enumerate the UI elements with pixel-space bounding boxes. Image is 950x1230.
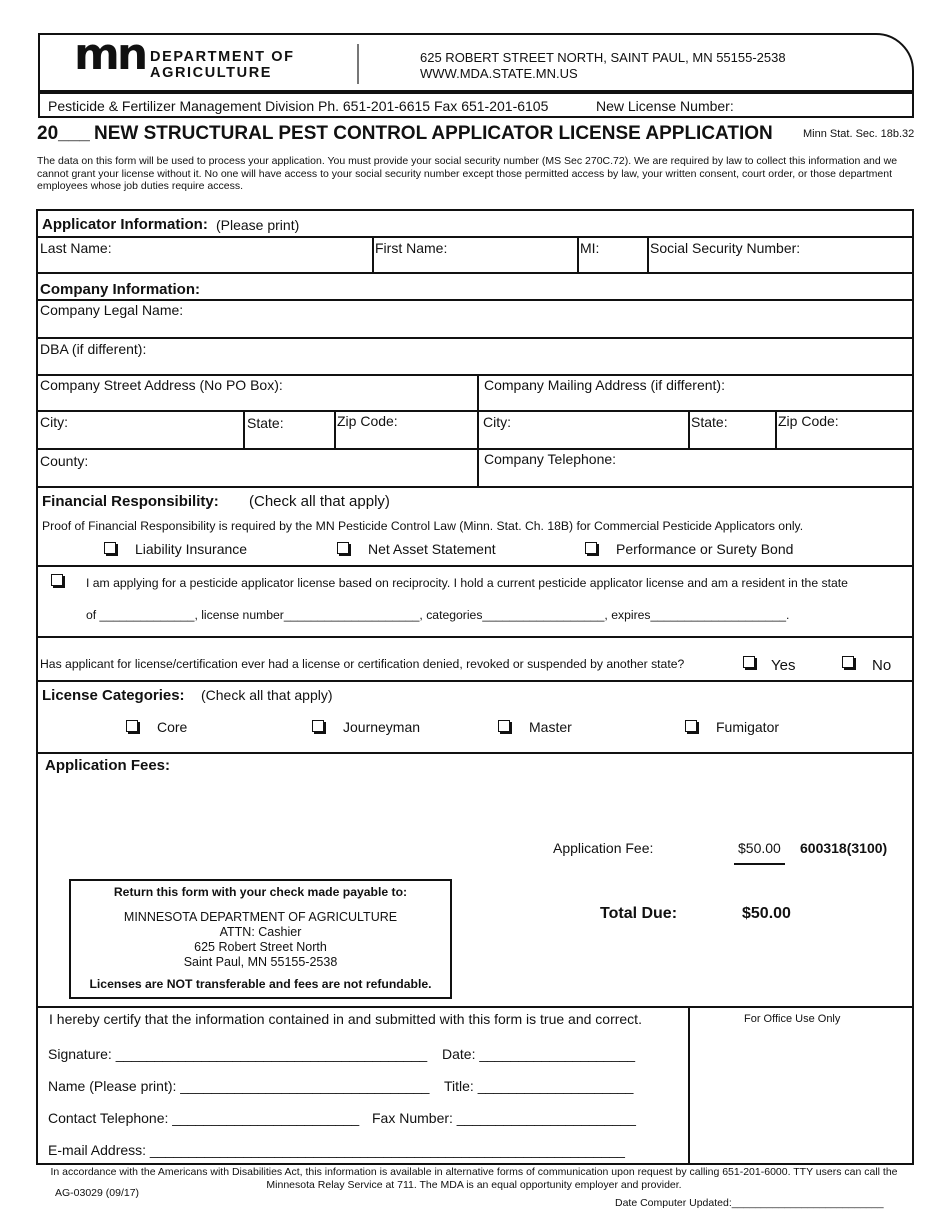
- return-address-line-1: MINNESOTA DEPARTMENT OF AGRICULTURE: [123, 910, 398, 924]
- total-due-amount: $50.00: [742, 905, 791, 922]
- rule: [243, 410, 245, 448]
- rule: [37, 337, 913, 339]
- liability-insurance-checkbox[interactable]: [104, 542, 116, 554]
- net-asset-label: Net Asset Statement: [368, 541, 496, 557]
- master-checkbox[interactable]: [498, 720, 510, 732]
- certify-statement: I hereby certify that the information contained in and submitted with this form is true and correct.: [49, 1011, 642, 1027]
- name-field[interactable]: Name (Please print): ________________________________: [48, 1078, 430, 1094]
- rule: [775, 410, 777, 448]
- denied-yes-checkbox[interactable]: [743, 656, 755, 668]
- rule: [37, 752, 913, 754]
- return-heading: Return this form with your check made payable to:: [113, 885, 408, 899]
- email-field[interactable]: E-mail Address: _____________________________________________________________: [48, 1142, 625, 1158]
- rule: [372, 236, 374, 273]
- return-address-line-4: Saint Paul, MN 55155-2538: [183, 955, 338, 969]
- rule: [37, 565, 913, 567]
- core-label: Core: [157, 719, 188, 735]
- rule: [37, 486, 913, 488]
- date-field[interactable]: Date: ____________________: [442, 1046, 636, 1062]
- non-refundable-warning: Licenses are NOT transferable and fees are not refundable.: [89, 977, 432, 991]
- financial-proof-text: Proof of Financial Responsibility is required by the MN Pesticide Control Law (Minn. Stat. Ch. 18B) for Commercial Pesticide Applicators only.: [42, 519, 804, 533]
- mailing-city-field[interactable]: City:: [483, 414, 511, 430]
- contact-telephone-field[interactable]: Contact Telephone: ________________________: [48, 1110, 360, 1126]
- privacy-notice: The data on this form will be used to process your application. You must provide your social security number (MS Sec 270C.72). We are required by law to collect this information and we cannot grant your license without it. No one will have access to your social security number except those permitted access by law, your written consent, court order, or those department employees whose job duties require access.: [37, 155, 898, 192]
- return-address-line-3: 625 Robert Street North: [194, 940, 327, 954]
- reciprocity-checkbox[interactable]: [51, 574, 63, 586]
- denied-yes-label: Yes: [771, 657, 796, 674]
- page-title: NEW STRUCTURAL PEST CONTROL APPLICATOR LICENSE APPLICATION: [94, 123, 773, 144]
- return-address-line-2: ATTN: Cashier: [219, 925, 302, 939]
- form-number: AG-03029 (09/17): [55, 1187, 140, 1199]
- fax-number-field[interactable]: Fax Number: _______________________: [372, 1110, 636, 1126]
- statute-reference: Minn Stat. Sec. 18b.32: [803, 128, 915, 140]
- surety-bond-checkbox[interactable]: [585, 542, 597, 554]
- rule: [688, 410, 690, 448]
- street-address-field[interactable]: Company Street Address (No PO Box):: [40, 377, 283, 393]
- new-license-number-label: New License Number:: [596, 98, 734, 114]
- header-website: WWW.MDA.STATE.MN.US: [420, 66, 578, 81]
- rule: [334, 410, 336, 448]
- categories-note: (Check all that apply): [201, 687, 333, 703]
- surety-bond-label: Performance or Surety Bond: [616, 541, 794, 557]
- date-computer-updated: Date Computer Updated:__________________________: [615, 1197, 884, 1209]
- net-asset-checkbox[interactable]: [337, 542, 349, 554]
- mailing-address-field[interactable]: Company Mailing Address (if different):: [484, 377, 725, 393]
- denied-no-checkbox[interactable]: [842, 656, 854, 668]
- core-checkbox[interactable]: [126, 720, 138, 732]
- categories-heading: License Categories:: [42, 687, 185, 704]
- fee-underline: [734, 863, 785, 865]
- liability-insurance-label: Liability Insurance: [135, 541, 248, 557]
- financial-heading: Financial Responsibility:: [42, 493, 219, 510]
- rule: [37, 272, 913, 274]
- application-fee-amount: $50.00: [738, 840, 781, 856]
- denied-question: Has applicant for license/certification ever had a license or certification denied, revoked or suspended by another state?: [40, 657, 685, 671]
- application-fee-label: Application Fee:: [553, 840, 654, 856]
- reciprocity-statement: I am applying for a pesticide applicator license based on reciprocity. I hold a current pesticide applicator license and am a resident in the state: [86, 576, 848, 590]
- master-label: Master: [529, 719, 572, 735]
- dept-line-1: DEPARTMENT OF: [150, 49, 295, 65]
- reciprocity-details[interactable]: of ______________, license number____________________, categories__________________, expires____________________.: [86, 608, 790, 622]
- header-divider: [357, 44, 359, 84]
- zip-field[interactable]: Zip Code:: [337, 413, 398, 429]
- applicator-print-note: (Please print): [216, 217, 300, 233]
- rule: [37, 410, 913, 412]
- office-use-label: For Office Use Only: [744, 1013, 841, 1025]
- fees-heading: Application Fees:: [45, 757, 171, 774]
- rule: [647, 236, 649, 273]
- rule: [477, 374, 479, 487]
- rule: [37, 680, 913, 682]
- journeyman-checkbox[interactable]: [312, 720, 324, 732]
- applicator-heading: Applicator Information:: [42, 216, 208, 233]
- state-field[interactable]: State:: [247, 415, 284, 431]
- division-contact: Pesticide & Fertilizer Management Division Ph. 651-201-6615 Fax 651-201-6105: [48, 98, 549, 114]
- last-name-field[interactable]: Last Name:: [40, 240, 112, 256]
- ssn-field[interactable]: Social Security Number:: [650, 240, 801, 256]
- fumigator-checkbox[interactable]: [685, 720, 697, 732]
- company-legal-name-field[interactable]: Company Legal Name:: [40, 302, 184, 318]
- fumigator-label: Fumigator: [716, 719, 780, 735]
- denied-no-label: No: [872, 657, 892, 674]
- logo-mark: mn: [74, 29, 146, 80]
- journeyman-label: Journeyman: [343, 719, 421, 735]
- dept-line-2: AGRICULTURE: [150, 65, 273, 81]
- total-due-label: Total Due:: [600, 905, 678, 922]
- year-prefix: 20___: [37, 123, 90, 144]
- rule: [688, 1006, 690, 1164]
- mailing-zip-field[interactable]: Zip Code:: [778, 413, 839, 429]
- application-fee-code: 600318(3100): [800, 840, 888, 856]
- signature-field[interactable]: Signature: ________________________________________: [48, 1046, 428, 1062]
- county-field[interactable]: County:: [40, 453, 89, 469]
- rule: [37, 636, 913, 638]
- dba-field[interactable]: DBA (if different):: [40, 341, 147, 357]
- mi-field[interactable]: MI:: [580, 240, 600, 256]
- financial-note: (Check all that apply): [249, 493, 390, 510]
- rule: [577, 236, 579, 273]
- rule: [37, 1006, 913, 1008]
- mailing-state-field[interactable]: State:: [691, 414, 728, 430]
- ada-notice: In accordance with the Americans with Disabilities Act, this information is available in alternative forms of communication upon request by calling 651-201-6000. TTY users can call the Minnesota Relay Service at 711. The MDA is an equal opportunity employer and provider.: [50, 1166, 898, 1191]
- company-telephone-field[interactable]: Company Telephone:: [484, 451, 617, 467]
- rule: [37, 236, 913, 238]
- rule: [37, 374, 913, 376]
- title-field[interactable]: Title: ____________________: [444, 1078, 634, 1094]
- city-field[interactable]: City:: [40, 414, 68, 430]
- company-heading: Company Information:: [40, 281, 200, 298]
- rule: [37, 299, 913, 301]
- header-address: 625 ROBERT STREET NORTH, SAINT PAUL, MN 55155-2538: [420, 50, 786, 65]
- first-name-field[interactable]: First Name:: [375, 240, 448, 256]
- rule: [37, 448, 913, 450]
